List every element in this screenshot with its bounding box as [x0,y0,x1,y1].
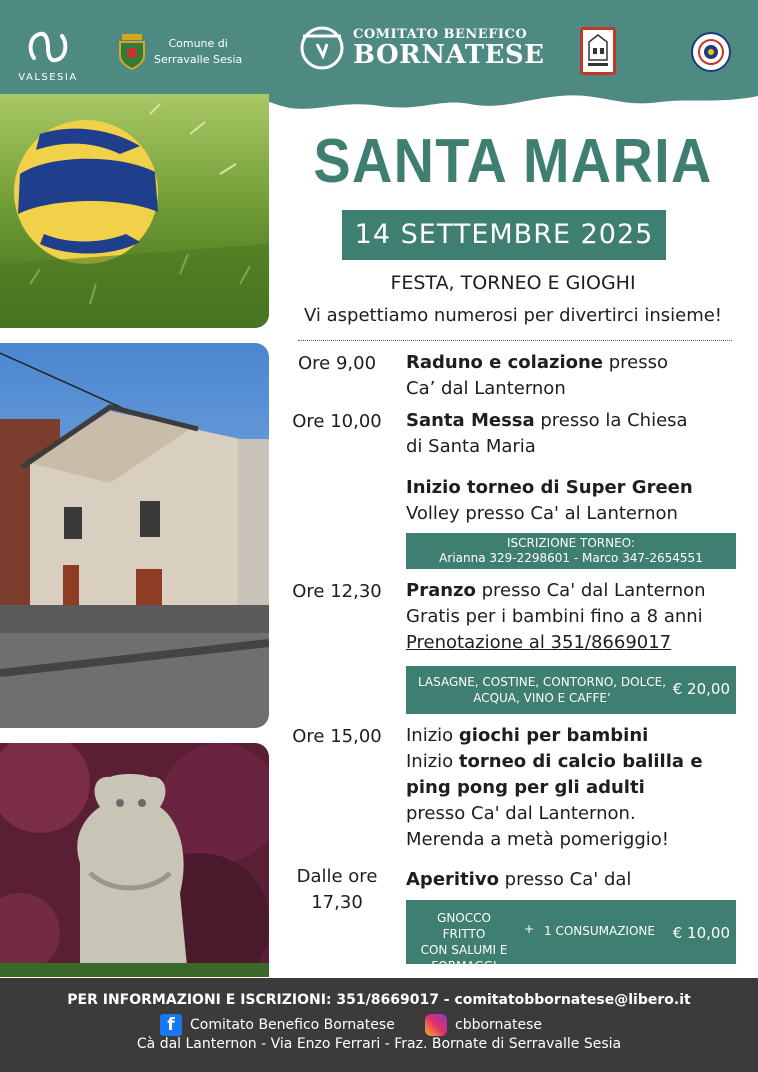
valsesia-mark-icon [26,28,70,66]
schedule-item-5: Inizio giochi per bambini Inizio torneo di calcio balilla e ping pong per gli adulti presso Ca' dal Lanternon. Merenda a metà pomeriggio! [406,725,703,850]
valsesia-text: VALSESIA [18,72,78,83]
bear-statue-image [0,743,269,977]
valsesia-logo [18,28,78,83]
affiliate-badge-icon [693,34,729,70]
time-2: Ore 10,00 [292,411,382,432]
aperitivo-box: GNOCCO FRITTO CON SALUMI E FORMAGGI + 1 CONSUMAZIONE € 10,00 [406,900,736,964]
affiliate-badge [691,32,731,72]
tournament-registration-box: ISCRIZIONE TORNEO: Arianna 329-2298601 - Marco 347-2654551 [406,533,736,569]
photo-church [0,343,269,728]
church-image [0,343,269,728]
comune-line-1: Comune di [168,37,228,50]
time-5: Ore 15,00 [292,726,382,747]
volleyball-on-grass-image [0,94,269,328]
event-title: SANTA MARIA [313,127,713,196]
time-4: Ore 12,30 [292,581,382,602]
comitato-line-1: COMITATO BENEFICO [353,26,528,42]
schedule-item-2: Santa Messa presso la Chiesa di Santa Maria [406,410,688,457]
footer [0,978,758,1072]
comune-line-2: Serravalle Sesia [154,53,243,66]
facebook-icon: f [160,1014,182,1036]
instagram-link[interactable]: cbbornatese [425,1014,542,1036]
booking-phone: Prenotazione al 351/8669017 [406,632,672,653]
schedule-item-1: Raduno e colazione presso Ca’ dal Lanternon [406,352,669,399]
comitato-line-2: BORNATESE [353,39,545,70]
schedule-item-3: Inizio torneo di Super Green Volley presso Ca' al Lanternon [406,477,693,524]
comitato-logo [297,22,545,72]
photo-volleyball [0,94,269,328]
footer-info: PER INFORMAZIONI E ISCRIZIONI: 351/8669017 - comitatobbornatese@libero.it [67,992,691,1008]
lunch-menu-box: LASAGNE, COSTINE, CONTORNO, DOLCE, ACQUA, VINO E CAFFE’ € 20,00 [406,666,736,714]
schedule-item-6: Aperitivo presso Ca' dal [406,869,632,890]
aperitivo-price: € 10,00 [672,924,730,942]
event-subtitle: FESTA, TORNEO E GIOGHI [390,272,636,294]
divider [298,340,732,341]
building-sketch-icon [583,30,613,72]
sponsor-logo-red [580,27,616,75]
instagram-icon [425,1014,447,1036]
event-date: 14 SETTEMBRE 2025 [342,210,666,260]
cup-icon [297,22,347,72]
comune-logo [118,34,242,70]
lunch-price: € 20,00 [672,680,730,698]
footer-address: Cà dal Lanternon - Via Enzo Ferrari - Fraz. Bornate di Serravalle Sesia [136,1036,622,1052]
facebook-link[interactable]: f Comitato Benefico Bornatese [160,1014,395,1036]
time-1: Ore 9,00 [297,353,377,374]
coat-of-arms-icon [118,34,146,70]
time-6: Dalle ore 17,30 [296,866,378,913]
schedule-item-4: Pranzo presso Ca' dal Lanternon Gratis per i bambini fino a 8 anni Prenotazione al 351/8669017 [406,580,706,653]
photo-bear-statue [0,743,269,977]
event-tagline: Vi aspettiamo numerosi per divertirci insieme! [303,305,723,326]
